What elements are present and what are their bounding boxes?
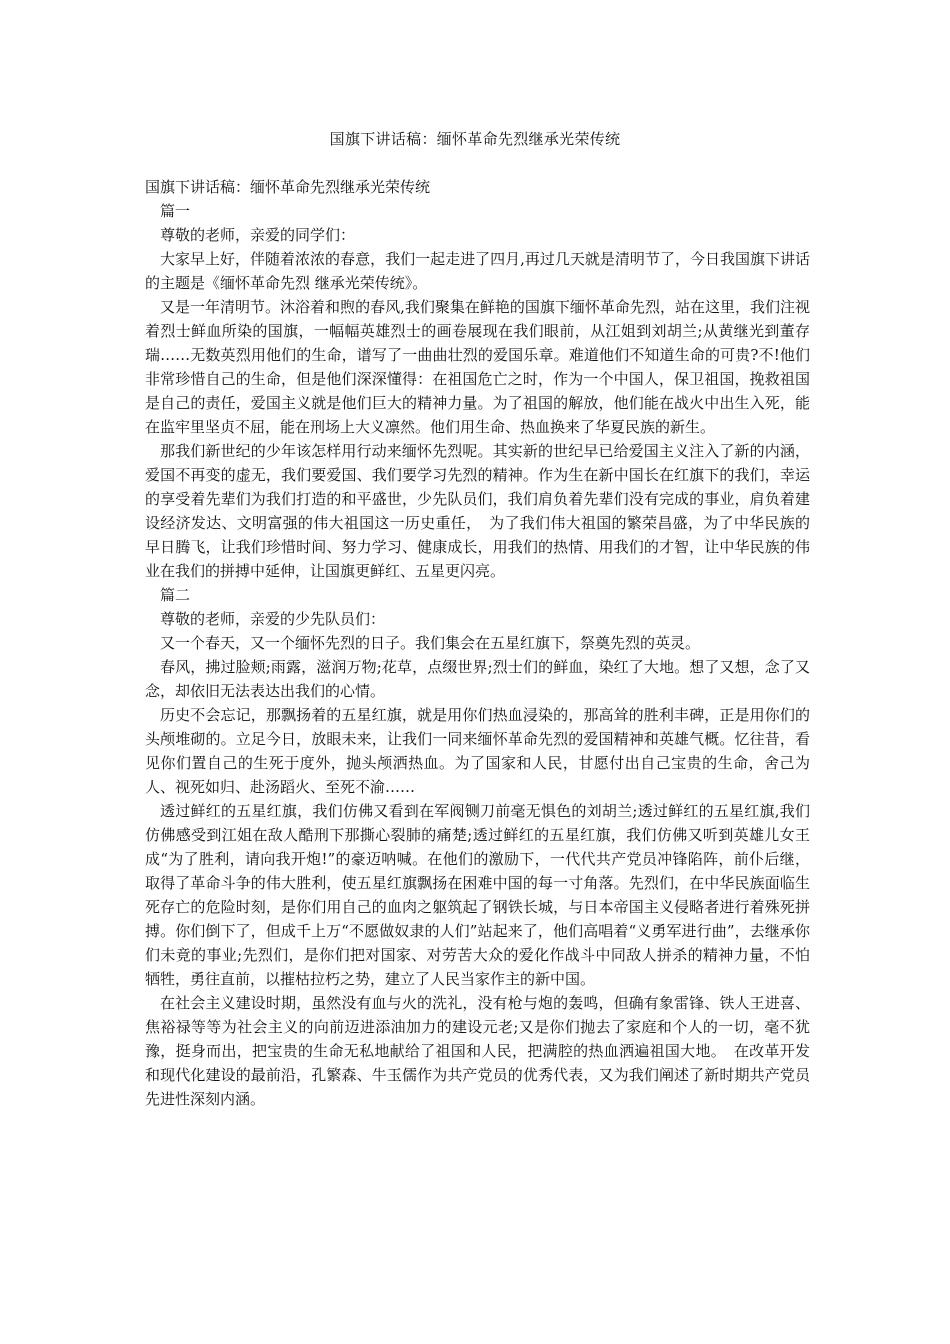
paragraph: 春风，拂过脸颊;雨露，滋润万物;花草，点缀世界;烈士们的鲜血，染红了大地。想了又想，念了又念，却依旧无法表达出我们的心情。 xyxy=(145,658,810,700)
document-body xyxy=(145,175,810,1111)
paragraph: 又是一年清明节。沐浴着和煦的春风,我们聚集在鲜艳的国旗下缅怀革命先烈，站在这里，我们注视着烈士鲜血所染的国旗，一幅幅英雄烈士的画卷展现在我们眼前，从江姐到刘胡兰;从黄继光到董存瑞……无数英烈用他们的生命，谱写了一曲曲壮烈的爱国乐章。难道他们不知道生命的可贵?不!他们非常珍惜自己的生命，但是他们深深懂得：在祖国危亡之时，作为一个中国人，保卫祖国，挽救祖国是自己的责任，爱国主义就是他们巨大的精神力量。为了祖国的解放，他们能在战火中出生入死，能在监牢里坚贞不屈，能在刑场上大义凛然。他们用生命、热血换来了华夏民族的新生。 xyxy=(145,298,810,436)
section-heading-one: 篇一 xyxy=(160,202,191,220)
section-heading-two: 篇二 xyxy=(160,586,191,604)
salutation-two: 尊敬的老师，亲爱的少先队员们： xyxy=(160,610,386,628)
salutation-one: 尊敬的老师，亲爱的同学们： xyxy=(160,226,356,244)
paragraph: 大家早上好，伴随着浓浓的春意，我们一起走进了四月,再过几天就是清明节了，今日我国旗下讲话的主题是《缅怀革命先烈 继承光荣传统》。 xyxy=(145,250,810,292)
paragraph: 透过鲜红的五星红旗，我们仿佛又看到在军阀铡刀前毫无惧色的刘胡兰;透过鲜红的五星红旗,我们仿佛感受到江姐在敌人酷刑下那撕心裂肺的痛楚;透过鲜红的五星红旗，我们仿佛又听到英雄儿女王成“为了胜利，请向我开炮!”的豪迈呐喊。在他们的激励下，一代代共产党员冲锋陷阵，前仆后继，取得了革命斗争的伟大胜利，使五星红旗飘扬在困难中国的每一寸角落。先烈们，在中华民族面临生死存亡的危险时刻，是你们用自己的血肉之躯筑起了钢铁长城，与日本帝国主义侵略者进行着殊死拼搏。你们倒下了，但成千上万“不愿做奴隶的人们”站起来了，他们高唱着“义勇军进行曲”，去继承你们未竟的事业;先烈们，是你们把对国家、对劳苦大众的爱化作战斗中同敌人拼杀的精神力量，不怕牺牲，勇往直前，以摧枯拉朽之势，建立了人民当家作主的新中国。 xyxy=(145,802,810,988)
paragraph: 那我们新世纪的少年该怎样用行动来缅怀先烈呢。其实新的世纪早已给爱国主义注入了新的内涵，爱国不再变的虚无，我们要爱国、我们要学习先烈的精神。作为生在新中国长在红旗下的我们，幸运的享受着先辈们为我们打造的和平盛世，少先队员们，我们肩负着先辈们没有完成的事业，肩负着建设经济发达、文明富强的伟大祖国这一历史重任， 为了我们伟大祖国的繁荣昌盛，为了中华民族的早日腾飞，让我们珍惜时间、努力学习、健康成长，用我们的热情、用我们的才智，让中华民族的伟业在我们的拼搏中延伸，让国旗更鲜红、五星更闪亮。 xyxy=(145,442,810,580)
document-subtitle: 国旗下讲话稿：缅怀革命先烈继承光荣传统 xyxy=(145,178,431,196)
document-title: 国旗下讲话稿：缅怀革命先烈继承光荣传统 xyxy=(329,130,621,148)
paragraph: 又一个春天，又一个缅怀先烈的日子。我们集会在五星红旗下，祭奠先烈的英灵。 xyxy=(160,634,701,652)
paragraph: 在社会主义建设时期，虽然没有血与火的洗礼，没有枪与炮的轰鸣，但确有象雷锋、铁人王进喜、焦裕禄等等为社会主义的向前迈进添油加力的建设元老;又是你们抛去了家庭和个人的一切，毫不犹豫，挺身而出，把宝贵的生命无私地献给了祖国和人民，把满腔的热血洒遍祖国大地。 在改革开发和现代化建设的最前沿，孔繁森、牛玉儒作为共产党员的优秀代表，又为我们阐述了新时期共产党员先进性深刻内涵。 xyxy=(145,994,810,1108)
paragraph: 历史不会忘记，那飘扬着的五星红旗，就是用你们热血浸染的，那高耸的胜利丰碑，正是用你们的头颅堆砌的。立足今日，放眼未来，让我们一同来缅怀革命先烈的爱国精神和英雄气概。忆往昔，看见你们置自己的生死于度外，抛头颅洒热血。为了国家和人民，甘愿付出自己宝贵的生命，舍己为人、视死如归、赴汤蹈火、至死不渝…… xyxy=(145,706,810,796)
